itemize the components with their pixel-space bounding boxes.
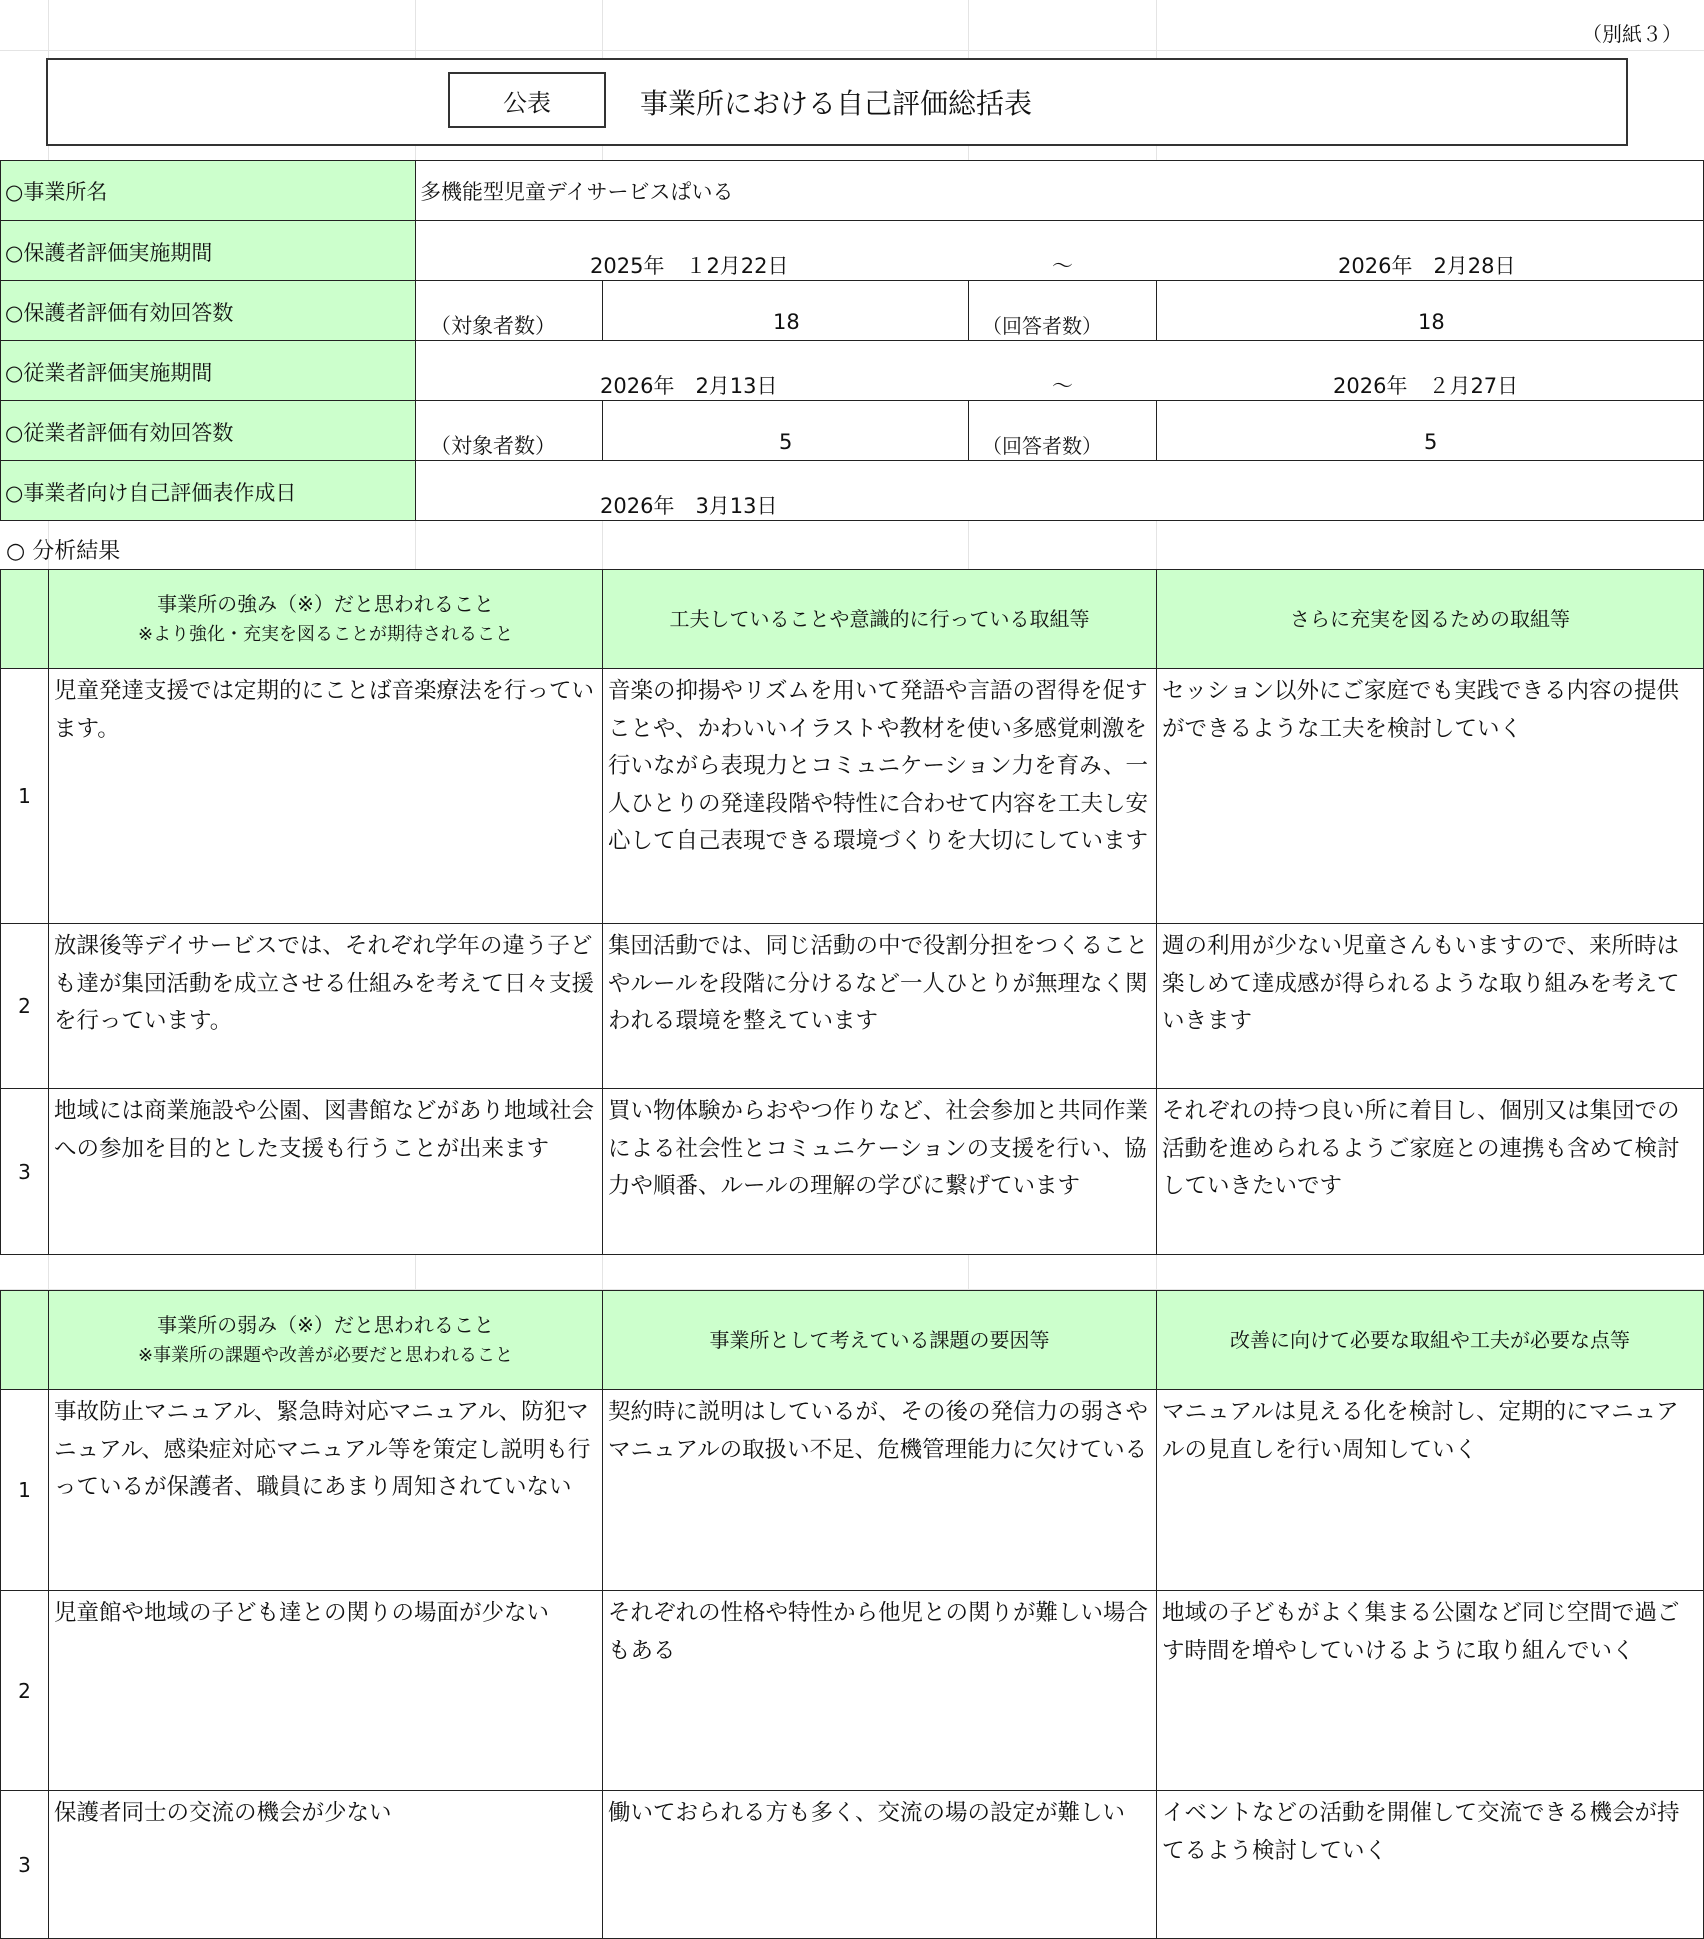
page-title: 事業所における自己評価総括表: [640, 87, 1033, 120]
guardian-target-label: （対象者数）: [430, 314, 556, 338]
weaknesses-header-col3: 改善に向けて必要な取組や工夫が必要な点等: [1156, 1290, 1704, 1390]
weaknesses-row1-c1: 事故防止マニュアル、緊急時対応マニュアル、防犯マニュアル、感染症対応マニュアル等を策定し説明も行っているが保護者、職員にあまり周知されていない: [48, 1389, 603, 1591]
strengths-header-col1-sub: ※より強化・充実を図ることが期待されること: [137, 624, 514, 645]
weaknesses-row1-c2: 契約時に説明はしているが、その後の発信力の弱さやマニュアルの取扱い不足、危機管理能力に欠けている: [602, 1389, 1157, 1591]
strengths-header-col3: さらに充実を図るための取組等: [1156, 569, 1704, 669]
guardian-target-value: 18: [773, 310, 800, 334]
strengths-row-num: 1: [0, 668, 49, 924]
attachment-label: （別紙３）: [1582, 22, 1682, 46]
strengths-header-col1-main: 事業所の強み（※）だと思われること: [157, 592, 494, 616]
strengths-row3-c2: 買い物体験からおやつ作りなど、社会参加と共同作業による社会性とコミュニケーションの支援を行い、協力や順番、ルールの理解の学びに繋げています: [602, 1088, 1157, 1255]
staff-period-label: ○従業者評価実施期間: [0, 340, 416, 401]
staff-respondent-value: 5: [1424, 430, 1438, 454]
strengths-header-col1: [48, 569, 603, 669]
weaknesses-row3-c3: イベントなどの活動を開催して交流できる機会が持てるよう検討していく: [1156, 1790, 1704, 1939]
analysis-label: ○ 分析結果: [6, 539, 121, 564]
weaknesses-row-num: 3: [0, 1790, 49, 1939]
weaknesses-row3-c1: 保護者同士の交流の機会が少ない: [48, 1790, 603, 1939]
strengths-row1-c1: 児童発達支援では定期的にことば音楽療法を行っています。: [48, 668, 603, 924]
strengths-row1-c3: セッション以外にご家庭でも実践できる内容の提供ができるような工夫を検討していく: [1156, 668, 1704, 924]
weaknesses-row2-c3: 地域の子どもがよく集まる公園など同じ空間で過ごす時間を増やしていけるように取り組んでいく: [1156, 1590, 1704, 1791]
public-badge: 公表: [448, 72, 606, 128]
guardian-respondent-value: 18: [1418, 310, 1445, 334]
weaknesses-row1-c3: マニュアルは見える化を検討し、定期的にマニュアルの見直しを行い周知していく: [1156, 1389, 1704, 1591]
office-name-value: 多機能型児童デイサービスぱいる: [420, 180, 734, 204]
guardian-respondent-label: （回答者数）: [982, 314, 1102, 338]
weaknesses-row-num: 2: [0, 1590, 49, 1791]
staff-count-label: ○従業者評価有効回答数: [0, 400, 416, 461]
weaknesses-row2-c1: 児童館や地域の子ども達との関りの場面が少ない: [48, 1590, 603, 1791]
staff-period-start: 2026年 2月13日: [600, 374, 778, 398]
strengths-row2-c1: 放課後等デイサービスでは、それぞれ学年の違う子ども達が集団活動を成立させる仕組みを考えて日々支援を行っています。: [48, 923, 603, 1089]
selfeval-date-label: ○事業者向け自己評価表作成日: [0, 460, 416, 521]
staff-target-label: （対象者数）: [430, 434, 556, 458]
office-name-label: ○事業所名: [0, 160, 416, 221]
guardian-count-label: ○保護者評価有効回答数: [0, 280, 416, 341]
staff-period-end: 2026年 ２月27日: [1333, 374, 1519, 398]
weaknesses-header-col1-sub: ※事業所の課題や改善が必要だと思われること: [137, 1345, 514, 1366]
strengths-row3-c1: 地域には商業施設や公園、図書館などがあり地域社会への参加を目的とした支援も行うことが出来ます: [48, 1088, 603, 1255]
strengths-header-col2: 工夫していることや意識的に行っている取組等: [602, 569, 1157, 669]
guardian-period-start: 2025年 １2月22日: [590, 254, 789, 278]
weaknesses-row-num: 1: [0, 1389, 49, 1591]
weaknesses-header-col1: [48, 1290, 603, 1390]
strengths-row3-c3: それぞれの持つ良い所に着目し、個別又は集団での活動を進められるようご家庭との連携も含めて検討していきたいです: [1156, 1088, 1704, 1255]
staff-target-value: 5: [779, 430, 793, 454]
weaknesses-row2-c2: それぞれの性格や特性から他児との関りが難しい場合もある: [602, 1590, 1157, 1791]
weaknesses-header-col2: 事業所として考えている課題の要因等: [602, 1290, 1157, 1390]
staff-respondent-label: （回答者数）: [982, 434, 1102, 458]
strengths-row-num: 2: [0, 923, 49, 1089]
guardian-period-sep: ～: [1052, 254, 1073, 278]
staff-period-sep: ～: [1052, 374, 1073, 398]
guardian-period-label: ○保護者評価実施期間: [0, 220, 416, 281]
strengths-row2-c2: 集団活動では、同じ活動の中で役割分担をつくることやルールを段階に分けるなど一人ひとりが無理なく関われる環境を整えています: [602, 923, 1157, 1089]
strengths-row2-c3: 週の利用が少ない児童さんもいますので、来所時は楽しめて達成感が得られるような取り組みを考えていきます: [1156, 923, 1704, 1089]
strengths-row-num: 3: [0, 1088, 49, 1255]
weaknesses-header-col1-main: 事業所の弱み（※）だと思われること: [157, 1313, 494, 1337]
weaknesses-row3-c2: 働いておられる方も多く、交流の場の設定が難しい: [602, 1790, 1157, 1939]
guardian-period-end: 2026年 2月28日: [1338, 254, 1516, 278]
selfeval-date-value: 2026年 3月13日: [600, 494, 778, 518]
strengths-row1-c2: 音楽の抑揚やリズムを用いて発語や言語の習得を促すことや、かわいいイラストや教材を使い多感覚刺激を行いながら表現力とコミュニケーション力を育み、一人ひとりの発達段階や特性に合わせて内容を工夫し安心して自己表現できる環境づくりを大切にしています: [602, 668, 1157, 924]
